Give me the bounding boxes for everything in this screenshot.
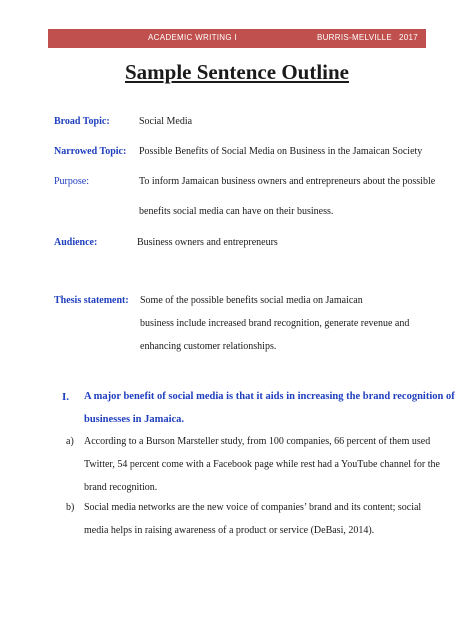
sub-point-letter: a)	[66, 436, 74, 447]
purpose-label: Purpose:	[54, 176, 89, 187]
sub-point-line: According to a Burson Marsteller study, from 100 companies, 66 percent of them used	[84, 436, 431, 447]
page-header-bar	[48, 29, 426, 48]
thesis-line: Some of the possible benefits social media on Jamaican	[140, 295, 363, 306]
purpose-line: To inform Jamaican business owners and entrepreneurs about the possible	[139, 176, 436, 187]
document-title: Sample Sentence Outline	[125, 60, 349, 84]
sub-point-line: brand recognition.	[84, 482, 158, 493]
broad-topic-label: Broad Topic:	[54, 116, 110, 127]
thesis-label: Thesis statement:	[54, 295, 129, 306]
thesis-line: enhancing customer relationships.	[140, 341, 277, 352]
header-author-year	[317, 33, 418, 42]
header-year: 2017	[399, 33, 418, 42]
broad-topic-value: Social Media	[139, 116, 193, 127]
sub-point-line: Twitter, 54 percent come with a Facebook page while rest had a YouTube channel for the	[84, 459, 440, 470]
sub-point-line: media helps in raising awareness of a product or service (DeBasi, 2014).	[84, 525, 375, 536]
narrowed-topic-label: Narrowed Topic:	[54, 146, 127, 157]
audience-label: Audience:	[54, 237, 98, 248]
header-author: BURRIS-MELVILLE	[316, 33, 392, 42]
header-course: ACADEMIC WRITING I	[148, 33, 237, 42]
thesis-line: business include increased brand recognition, generate revenue and	[140, 318, 410, 329]
purpose-line: benefits social media can have on their business.	[139, 206, 334, 217]
sub-point-line: Social media networks are the new voice of companies’ brand and its content; social	[84, 502, 422, 513]
main-point-number: I.	[62, 391, 70, 403]
narrowed-topic-value: Possible Benefits of Social Media on Business in the Jamaican Society	[139, 146, 423, 157]
main-point-line: A major benefit of social media is that it aids in increasing the brand recognition of	[84, 391, 455, 402]
main-point-line: businesses in Jamaica.	[84, 414, 185, 425]
sub-point-letter: b)	[66, 502, 75, 513]
audience-value: Business owners and entrepreneurs	[137, 237, 278, 248]
